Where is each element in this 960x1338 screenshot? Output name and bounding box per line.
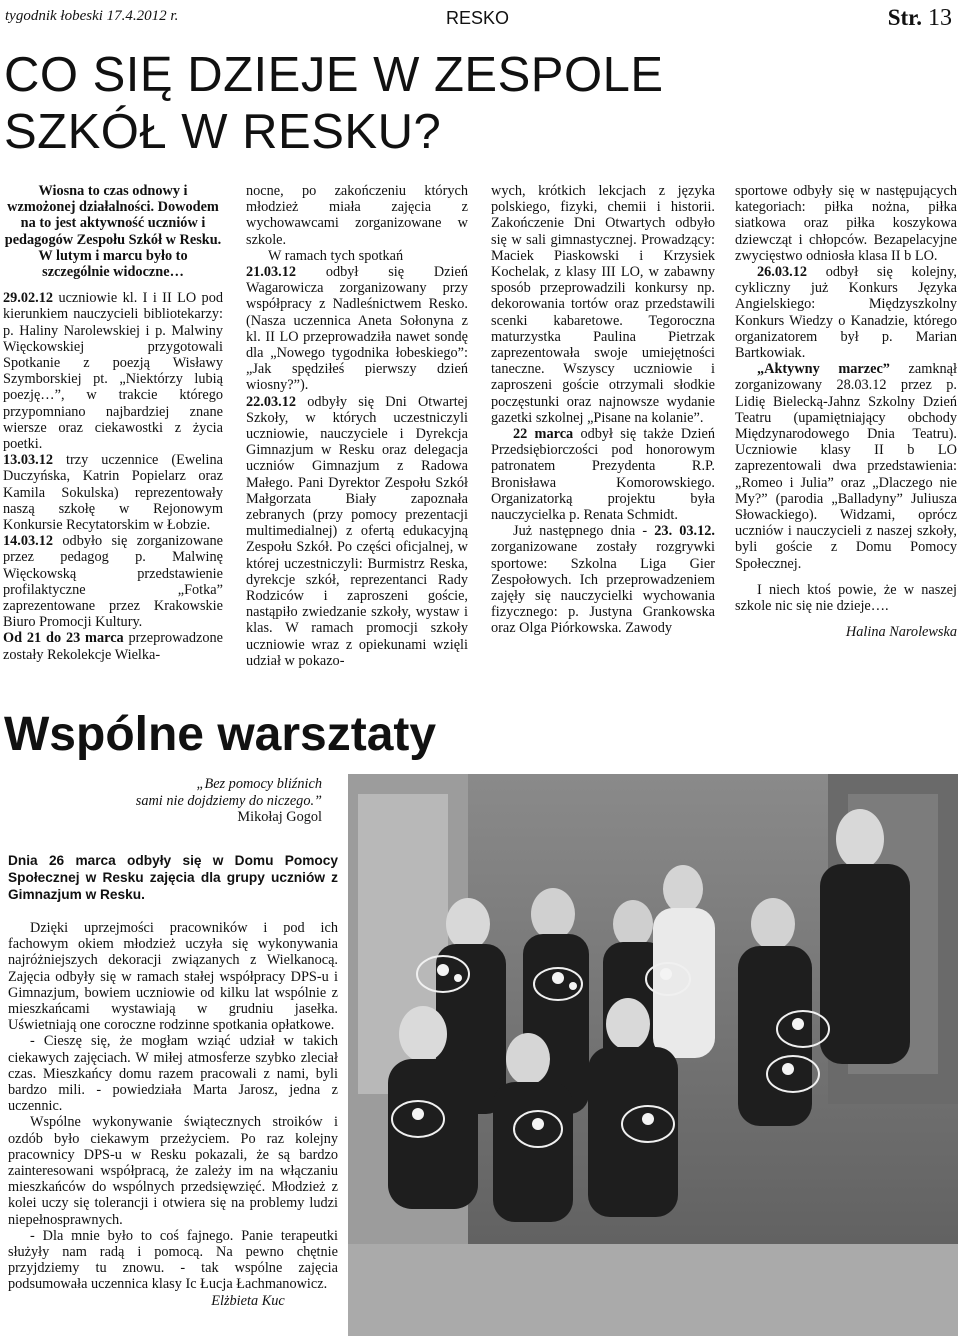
paragraph-text: W ramach tych spotkań xyxy=(268,247,404,264)
date-highlight: „Aktywny marzec” xyxy=(757,361,890,378)
paragraph-text: nocne, po zakończeniu których młodzież miała zajęcia z wychowawcami zorganizowane w szkole. xyxy=(246,183,468,248)
article-column-2 xyxy=(246,183,468,669)
paragraph-text: wych, krótkich lekcjach z języka polskiego, fizyki, chemii i historii. Zakończenie Dni Otwartych odbyło się w sali gimnastycznej. Prowadzący: Maciek Piaskowski i Krzysiek Kochelak, z klasy III LO, w zabawny sposób przeprowadzili konkursy np. dekorowania tortów oraz przedstawili scenki kabaretowe. Tegoroczna maturzystka Paulina Pietrzak zaprezentowała swoje umiejętności taneczne. Wszyscy uczniowie i zaproszeni goście otrzymali słodkie poczęstunki oraz najnowsze wydanie gazetki szkolnej „Pisane na kolanie”. xyxy=(491,183,715,426)
quote-line1: „Bez pomocy bliźnich xyxy=(196,776,322,792)
article2-paragraph: - Dla mnie było to coś fajnego. Panie terapeutki służyły nam radą i pomocą. Na pewno chętnie przyjdziemy tu znowu. - tak wspólne zajęcia podsumowała uczennica klasy Ic Łucja Łachmanowicz. xyxy=(8,1227,338,1293)
page-word: Str. xyxy=(887,5,922,30)
paragraph-gap xyxy=(735,614,957,624)
date-highlight: 13.03.12 xyxy=(3,452,54,469)
article-paragraph xyxy=(491,183,715,426)
headline-line1: CO SIĘ DZIEJE W ZESPOLE xyxy=(4,48,664,102)
article-paragraph xyxy=(735,624,957,640)
headline-line2: SZKÓŁ W RESKU? xyxy=(4,105,442,159)
date-highlight: 22 marca xyxy=(513,426,574,443)
article2-paragraph: Wspólne wykonywanie świątecznych stroików i ozdób było ciekawym przeżyciem. Po raz kolejny pracownicy DPS-u w Resku pokazali, że są bardzo zainteresowani współpracą, że zależy im na włączaniu mieszkańców do wspólnych przedsięwzięć. Młodzież z kolei uczy się tolerancji i otwiera się na problemy ludzi niepełnosprawnych. xyxy=(8,1114,338,1228)
article-intro: Wiosna to czas odnowy i wzmożonej działalności. Dowodem na to jest aktywność uczniów i pedagogów Zespołu Szkół w Resku. W lutym i marcu było to szczególnie widoczne… xyxy=(4,183,222,281)
article-paragraph xyxy=(246,394,468,669)
date-highlight: Od 21 do 23 marca xyxy=(3,630,124,647)
paragraph-text: sportowe odbyły się w następujących kategoriach: piłka nożna, piłka siatkowa oraz piłka koszykowa dziewcząt i chłopców. Bezapelacyjne zwycięstwo odniosła klasa II b LO. xyxy=(735,183,957,264)
date-highlight: 23. 03.12. xyxy=(654,523,716,540)
article-paragraph xyxy=(246,248,468,264)
header-section: RESKO xyxy=(446,8,510,28)
paragraph-text: odbył się Dzień Wagarowicza zorganizowany przy współpracy z Nadleśnictwem Resko. (Nasza uczennica Aneta Sołonyna z kl. II LO przeprowadziła nawet sondę dla „Nowego tygodnika łobeskiego”: „Jak spędziłeś pierwszy dzień wiosny?”). xyxy=(246,264,468,394)
paragraph-text: zorganizowane zostały rozgrywki sportowe: Szkolna Liga Gier Zespołowych. Ich przeprowadzeniem zajęły się nauczycielki wychowania fizycznego: p. Justyna Grankowska oraz Olga Piórkowska. Zawody xyxy=(491,539,715,637)
article-paragraph xyxy=(491,523,715,636)
article-column-4 xyxy=(735,183,957,640)
paragraph-text: odbyło się zorganizowane przez pedagog p. Malwinę Więckowską przedstawienie profilaktyczne „Fotka” zaprezentowane przez Krakowskie Biuro Promocji Kultury. xyxy=(3,533,223,631)
paragraph-text: I niech ktoś powie, że w naszej szkole nic się nie dzieje…. xyxy=(735,581,957,615)
article-paragraph xyxy=(3,183,223,280)
paragraph-text: Już następnego dnia - xyxy=(513,523,655,540)
date-highlight: 21.03.12 xyxy=(246,264,297,281)
article-column-1 xyxy=(3,183,223,663)
group-photo-illustration xyxy=(348,774,958,1336)
article-paragraph xyxy=(491,426,715,523)
page-num: 13 xyxy=(928,5,952,31)
paragraph-text: trzy uczennice (Ewelina Duczyńska, Katrin Popielarz oraz Kamila Sokulska) reprezentowały naszą szkołę w Rejonowym Konkursie Recytatorskim w Łobzie. xyxy=(3,452,223,534)
paragraph-text: Halina Narolewska xyxy=(845,624,957,641)
paragraph-text: odbył się także Dzień Przedsiębiorczości pod honorowym patronatem Prezydenta R.P. Bronisława Komorowskiego. Organizatorką projektu była nauczycielka p. Renata Schmidt. xyxy=(491,426,715,524)
article2-body xyxy=(8,920,338,1309)
article-paragraph xyxy=(3,452,223,533)
article2-signature: Elżbieta Kuc xyxy=(211,1292,285,1309)
paragraph-text: odbył się kolejny, cykliczny już Konkurs Języka Angielskiego: Międzyszkolny Konkurs Wiedzy o Kanadzie, którego organizatorem był p. Marian Bartkowiak. xyxy=(735,264,957,362)
date-highlight: 26.03.12 xyxy=(757,264,808,281)
article2-paragraph: Dzięki uprzejmości pracowników i pod ich fachowym okiem młodzież uczyła się wykonywania najróżniejszych dekoracji związanych z Wielkanocą. Zajęcia odbyły się w ramach stałej współpracy DPS-u i Gimnazjum, bowiem uczniowie od kilku lat wspólnie z mieszkańcami wystawiają w grudniu jasełka. Uświetniają one coroczne rodzinne spotkania opłatkowe. xyxy=(8,920,338,1034)
paragraph-text: zamknął zorganizowany 28.03.12 przez p. Lidię Bielecką-Jahnz Szkolny Dzień Teatru (upamiętniający obchody Międzynarodowego Dnia Teatru). Uczniowie klasy II b LO zaprezentowali dwa przedstawienia: „Romeo i Julia” oraz „Dlaczego nie My?” (parodia „Balladyny” Juliusza Słowackiego). Widzami, oprócz uczniów i nauczycieli z naszej szkoły, byli goście z Domu Pomocy Społecznej. xyxy=(735,361,957,572)
article-paragraph xyxy=(3,630,223,662)
article2-lead: Dnia 26 marca odbyły się w Domu Pomocy Społecznej w Resku zajęcia dla grupy uczniów z Gimnazjum w Resku. xyxy=(8,853,338,902)
quote-author: Mikołaj Gogol xyxy=(237,809,322,825)
date-highlight: 14.03.12 xyxy=(3,533,54,550)
article-paragraph xyxy=(735,264,957,361)
paragraph-text: odbyły się Dni Otwartej Szkoły, w których uczestniczyli uczniowie, nauczyciele i Dyrekcja Gimnazjum w Resku oraz delegacja uczniów Gimnazjum z Radowa Małego. Pani Dyrektor Zespołu Szkół Małgorzata Biały zapoznała zebranych (przy pomocy prezentacji multimedialnej) z ofertą edukacyjną Zespołu Szkół. Po części oficjalnej, w której uczestniczyli: Burmistrz Reska, dyrekcje szkół, reprezentanci Rady Rodziców i zaproszeni goście, nastąpiło zwiedzanie szkoły, wystaw i klas. W ramach promocji szkoły uczniowie wraz z opiekunami wzięli udział w pokazo- xyxy=(246,393,468,669)
article-paragraph xyxy=(3,533,223,630)
paragraph-gap xyxy=(3,280,223,290)
header-page-number xyxy=(888,5,952,32)
article-column-3 xyxy=(491,183,715,637)
article-paragraph xyxy=(246,264,468,394)
paragraph-text: przeprowadzone zostały Rekolekcje Wielka- xyxy=(3,630,223,663)
date-highlight: 22.03.12 xyxy=(246,393,297,410)
article-paragraph xyxy=(246,183,468,248)
paragraph-gap xyxy=(735,572,957,582)
article-paragraph xyxy=(735,183,957,264)
epigraph-quote xyxy=(100,776,322,826)
article2-paragraph: - Cieszę się, że mogłam wziąć udział w takich ciekawych zajęciach. W miłej atmosferze szybko zleciał czas. Mieszkańcy domu razem pracowali z nami, byli bardzo mili. - powiedziała Marta Jarosz, jedna z uczennic. xyxy=(8,1033,338,1115)
paragraph-text: uczniowie kl. I i II LO pod kierunkiem nauczycieli bibliotekarzy: p. Haliny Narolewskiej i p. Malwiny Więckowskiej przygotowali Spotkanie z poezją Wisławy Szymborskiej pt. „Niektórzy lubią poezję…”, w trakcie którego przypomniano najbardziej znane wiersze oraz ciekawostki z życia poetki. xyxy=(3,290,223,453)
article2-title: Wspólne warsztaty xyxy=(4,708,437,761)
header-left: tygodnik łobeski 17.4.2012 r. xyxy=(5,8,179,24)
date-highlight: 29.02.12 xyxy=(3,290,54,307)
article-paragraph xyxy=(735,582,957,614)
group-photo xyxy=(348,774,958,1336)
quote-line2: sami nie dojdziemy do niczego.” xyxy=(135,792,322,809)
article-paragraph xyxy=(3,290,223,452)
headline xyxy=(4,47,904,161)
article-paragraph xyxy=(735,361,957,572)
